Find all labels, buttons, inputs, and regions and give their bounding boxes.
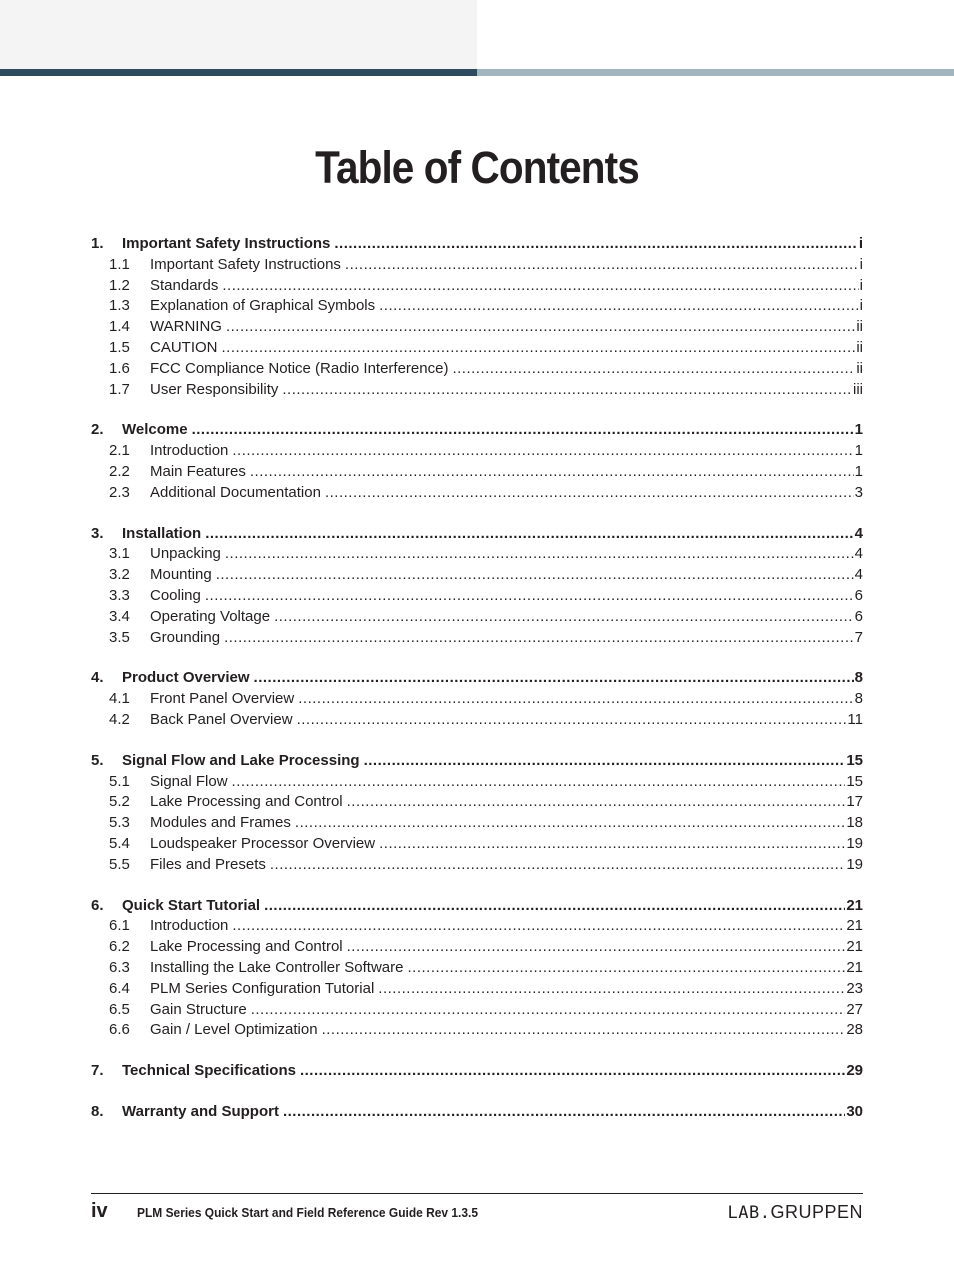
dot-leader [274, 607, 854, 628]
entry-label: Files and Presets [150, 855, 266, 873]
entry-label: Explanation of Graphical Symbols [150, 297, 376, 315]
entry-page: 27 [846, 1000, 863, 1018]
dot-leader [379, 834, 845, 855]
toc-subsection-entry[interactable] [91, 628, 863, 649]
entry-number: 6.5 [109, 1000, 130, 1018]
dot-leader [192, 420, 854, 441]
dot-leader [216, 565, 854, 586]
entry-number: 5.3 [109, 814, 130, 832]
lab-gruppen-logo [728, 1202, 863, 1223]
entry-label: Additional Documentation [150, 483, 321, 501]
toc-subsection-entry[interactable] [91, 544, 863, 565]
entry-number: 1.3 [109, 297, 130, 315]
dot-leader [347, 792, 846, 813]
dot-leader [232, 772, 846, 793]
entry-page: 28 [846, 1021, 863, 1039]
entry-page: 6 [854, 586, 863, 604]
entry-page: i [858, 235, 863, 252]
entry-page: ii [856, 318, 863, 336]
entry-number: 4.2 [109, 710, 130, 728]
entry-number: 4. [91, 669, 104, 687]
entry-label: Main Features [150, 462, 246, 480]
entry-number: 1.4 [109, 318, 130, 336]
toc-section [91, 751, 863, 876]
toc-subsection-entry[interactable] [91, 255, 863, 276]
entry-number: 3.5 [109, 628, 130, 646]
toc-section-entry[interactable] [91, 896, 863, 917]
entry-page: 15 [846, 751, 863, 769]
entry-page: 19 [846, 855, 863, 873]
entry-label: Important Safety Instructions [150, 255, 341, 273]
toc-subsection-entry[interactable] [91, 462, 863, 483]
entry-page: 7 [854, 628, 863, 646]
toc-subsection-entry[interactable] [91, 958, 863, 979]
dot-leader [334, 234, 857, 255]
entry-label: Modules and Frames [150, 814, 291, 832]
entry-label: Introduction [150, 442, 229, 460]
entry-label: Warranty and Support [122, 1102, 279, 1120]
entry-page: 17 [846, 793, 863, 811]
logo-gruppen-text: GRUPPEN [770, 1202, 863, 1222]
entry-label: WARNING [150, 318, 222, 336]
entry-page: 4 [854, 545, 863, 563]
entry-number: 3.1 [109, 545, 130, 563]
dot-leader [270, 855, 845, 876]
entry-label: Installing the Lake Controller Software [150, 958, 404, 976]
toc-subsection-entry[interactable] [91, 689, 863, 710]
entry-page: 6 [854, 607, 863, 625]
dot-leader [452, 359, 855, 380]
entry-page: 29 [846, 1062, 863, 1080]
dot-leader [232, 916, 845, 937]
entry-number: 3.3 [109, 586, 130, 604]
entry-label: Gain / Level Optimization [150, 1021, 318, 1039]
entry-label: Grounding [150, 628, 221, 646]
dot-leader [298, 689, 853, 710]
entry-page: iii [853, 380, 863, 398]
header-bar-dark [0, 69, 477, 76]
entry-number: 6.6 [109, 1021, 130, 1039]
dot-leader [379, 296, 859, 317]
entry-number: 6.2 [109, 938, 130, 956]
entry-number: 7. [91, 1062, 104, 1080]
dot-leader [283, 1102, 845, 1123]
toc-subsection-entry[interactable] [91, 979, 863, 1000]
entry-label: CAUTION [150, 338, 218, 356]
footer-document-title: PLM Series Quick Start and Field Reference Guide Rev 1.3.5 [137, 1205, 478, 1220]
toc-subsection-entry[interactable] [91, 338, 863, 359]
toc-subsection-entry[interactable] [91, 855, 863, 876]
toc-subsection-entry[interactable] [91, 276, 863, 297]
toc-subsection-entry[interactable] [91, 483, 863, 504]
footer-divider [91, 1193, 863, 1194]
entry-number: 3.4 [109, 607, 130, 625]
entry-page: ii [856, 338, 863, 356]
toc-subsection-entry[interactable] [91, 834, 863, 855]
entry-number: 6.4 [109, 979, 130, 997]
dot-leader [222, 338, 856, 359]
header-bar-light [477, 69, 954, 76]
entry-number: 1.2 [109, 276, 130, 294]
entry-page: 30 [846, 1102, 863, 1120]
entry-page: 4 [854, 524, 863, 542]
toc-section [91, 668, 863, 730]
dot-leader [407, 958, 845, 979]
toc-subsection-entry[interactable] [91, 607, 863, 628]
entry-label: Back Panel Overview [150, 710, 293, 728]
entry-page: i [859, 255, 863, 273]
entry-label: Lake Processing and Control [150, 938, 343, 956]
dot-leader [347, 937, 846, 958]
dot-leader [250, 462, 854, 483]
entry-label: Installation [122, 524, 202, 542]
toc-subsection-entry[interactable] [91, 792, 863, 813]
toc-subsection-entry[interactable] [91, 317, 863, 338]
entry-label: Technical Specifications [122, 1062, 296, 1080]
entry-label: Loudspeaker Processor Overview [150, 834, 376, 852]
entry-number: 1.7 [109, 380, 130, 398]
entry-page: i [859, 276, 863, 294]
entry-page: 3 [854, 483, 863, 501]
entry-page: 19 [846, 834, 863, 852]
header-panel [0, 0, 477, 69]
toc-section-entry[interactable] [91, 420, 863, 441]
toc-section [91, 1102, 863, 1123]
dot-leader [325, 483, 854, 504]
entry-page: 8 [854, 669, 863, 687]
entry-number: 5.4 [109, 834, 130, 852]
page-title: Table of Contents [315, 142, 639, 193]
entry-number: 2.2 [109, 462, 130, 480]
dot-leader [232, 441, 853, 462]
toc-subsection-entry[interactable] [91, 937, 863, 958]
toc-subsection-entry[interactable] [91, 916, 863, 937]
dot-leader [205, 586, 854, 607]
entry-label: Welcome [122, 421, 188, 439]
entry-page: 21 [846, 917, 863, 935]
entry-label: Quick Start Tutorial [122, 896, 261, 914]
entry-number: 6. [91, 896, 104, 914]
entry-page: 15 [846, 772, 863, 790]
entry-number: 5.5 [109, 855, 130, 873]
dot-leader [295, 813, 845, 834]
entry-label: Gain Structure [150, 1000, 247, 1018]
entry-page: 1 [854, 442, 863, 460]
entry-page: 18 [846, 814, 863, 832]
entry-page: 11 [847, 710, 863, 728]
table-of-contents [91, 234, 863, 1143]
toc-subsection-entry[interactable] [91, 772, 863, 793]
entry-page: 21 [846, 896, 863, 914]
dot-leader [300, 1061, 845, 1082]
entry-number: 1. [91, 235, 104, 252]
entry-label: Mounting [150, 566, 212, 584]
entry-label: Introduction [150, 917, 229, 935]
dot-leader [364, 751, 846, 772]
toc-section-entry[interactable] [91, 1061, 863, 1082]
entry-number: 3.2 [109, 566, 130, 584]
entry-number: 2. [91, 421, 104, 439]
toc-section-entry[interactable] [91, 524, 863, 545]
logo-lab-text: LAB. [727, 1203, 771, 1223]
entry-page: 8 [854, 690, 863, 708]
entry-number: 6.3 [109, 958, 130, 976]
entry-number: 8. [91, 1102, 104, 1120]
entry-label: Important Safety Instructions [122, 235, 331, 252]
entry-label: PLM Series Configuration Tutorial [150, 979, 375, 997]
entry-label: Operating Voltage [150, 607, 271, 625]
entry-label: Product Overview [122, 669, 250, 687]
toc-subsection-entry[interactable] [91, 813, 863, 834]
entry-number: 4.1 [109, 690, 130, 708]
toc-subsection-entry[interactable] [91, 441, 863, 462]
entry-page: 21 [846, 938, 863, 956]
entry-label: Unpacking [150, 545, 221, 563]
entry-label: Lake Processing and Control [150, 793, 343, 811]
dot-leader [345, 255, 859, 276]
toc-subsection-entry[interactable] [91, 565, 863, 586]
dot-leader [225, 544, 854, 565]
toc-subsection-entry[interactable] [91, 359, 863, 380]
entry-label: Standards [150, 276, 219, 294]
dot-leader [322, 1020, 846, 1041]
dot-leader [222, 276, 858, 297]
dot-leader [297, 710, 847, 731]
dot-leader [282, 380, 852, 401]
entry-page: 1 [854, 421, 863, 439]
entry-number: 5.1 [109, 772, 130, 790]
dot-leader [378, 979, 845, 1000]
toc-subsection-entry[interactable] [91, 296, 863, 317]
toc-section [91, 896, 863, 1042]
dot-leader [224, 628, 854, 649]
entry-label: Front Panel Overview [150, 690, 295, 708]
dot-leader [226, 317, 855, 338]
toc-section-entry[interactable] [91, 751, 863, 772]
toc-subsection-entry[interactable] [91, 586, 863, 607]
toc-subsection-entry[interactable] [91, 380, 863, 401]
entry-number: 1.1 [109, 255, 130, 273]
toc-section-entry[interactable] [91, 234, 863, 255]
entry-page: 21 [846, 958, 863, 976]
entry-label: Signal Flow [150, 772, 228, 790]
entry-number: 5. [91, 751, 104, 769]
toc-subsection-entry[interactable] [91, 710, 863, 731]
toc-section [91, 420, 863, 503]
dot-leader [251, 1000, 846, 1021]
entry-number: 2.1 [109, 442, 130, 460]
entry-number: 3. [91, 524, 104, 542]
entry-number: 5.2 [109, 793, 130, 811]
dot-leader [205, 524, 853, 545]
entry-label: FCC Compliance Notice (Radio Interference) [150, 359, 449, 377]
entry-page: 4 [854, 566, 863, 584]
footer-page-number: iv [91, 1200, 108, 1222]
dot-leader [254, 668, 854, 689]
entry-page: i [859, 297, 863, 315]
toc-section [91, 524, 863, 649]
entry-label: User Responsibility [150, 380, 279, 398]
entry-page: 1 [854, 462, 863, 480]
entry-number: 1.6 [109, 359, 130, 377]
toc-subsection-entry[interactable] [91, 1020, 863, 1041]
entry-number: 2.3 [109, 483, 130, 501]
entry-page: 23 [846, 979, 863, 997]
toc-section-entry[interactable] [91, 668, 863, 689]
entry-page: ii [856, 359, 863, 377]
toc-section-entry[interactable] [91, 1102, 863, 1123]
entry-label: Signal Flow and Lake Processing [122, 751, 360, 769]
entry-number: 1.5 [109, 338, 130, 356]
toc-section [91, 234, 863, 400]
dot-leader [264, 896, 845, 917]
toc-section [91, 1061, 863, 1082]
entry-number: 6.1 [109, 917, 130, 935]
entry-label: Cooling [150, 586, 201, 604]
toc-subsection-entry[interactable] [91, 1000, 863, 1021]
